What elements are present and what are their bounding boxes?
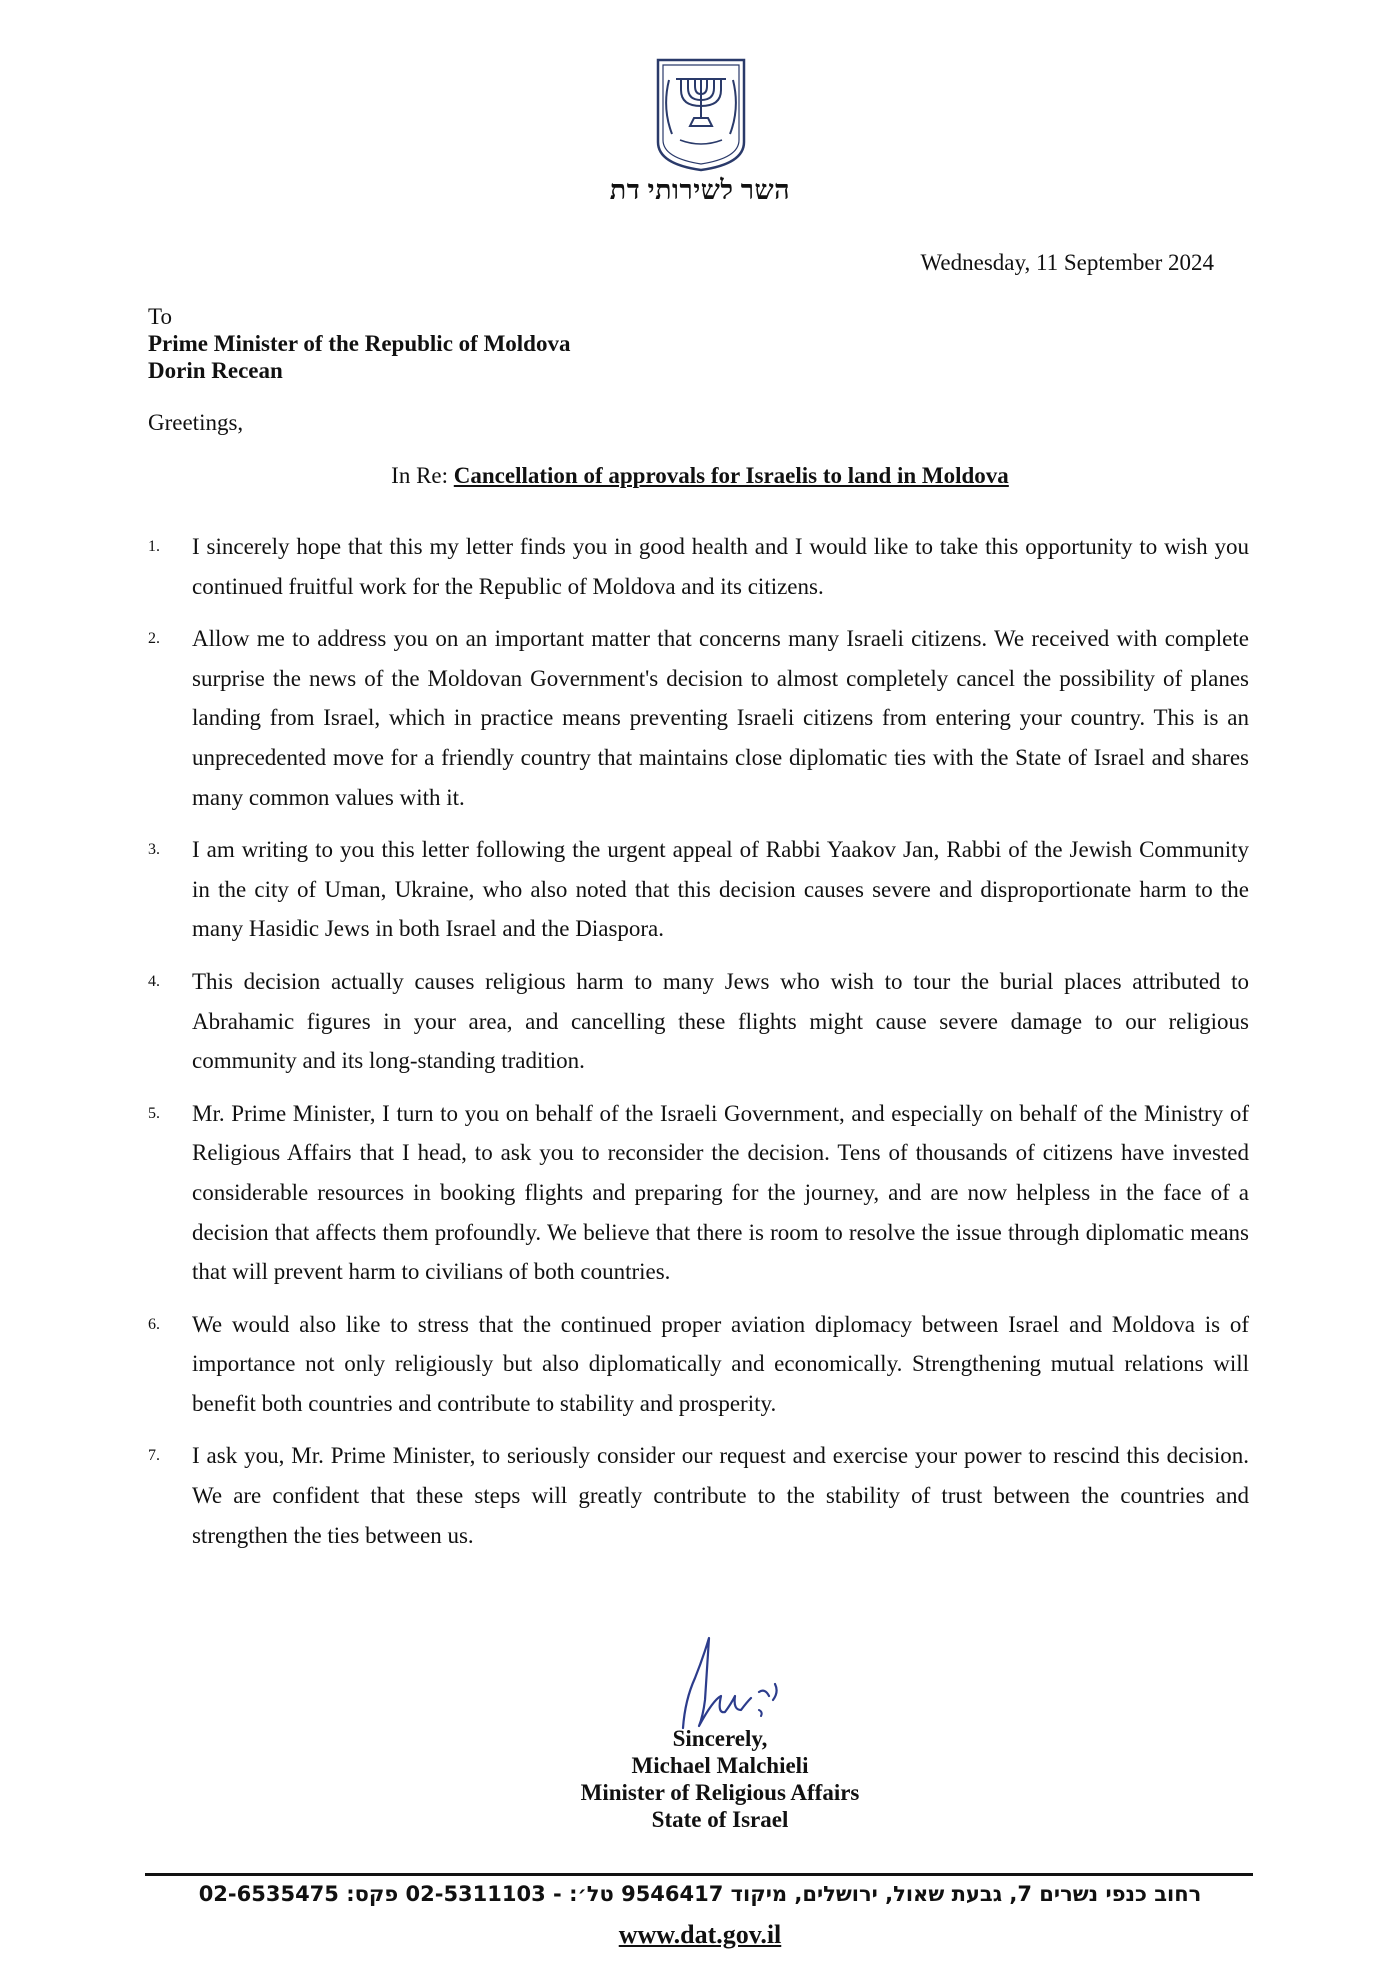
footer-website-link[interactable]: www.dat.gov.il bbox=[618, 1920, 782, 1949]
paragraph-text: Allow me to address you on an important matter that concerns many Israeli citizens. We received with complete surprise the news of the Moldovan Government's decision to almost completely cancel the possibility of planes landing from Israel, which in practice means preventing Israeli citizens from entering your country. This is an unprecedented move for a friendly country that maintains close diplomatic ties with the State of Israel and shares many common values with it. bbox=[192, 626, 1249, 810]
recipient-block bbox=[148, 303, 570, 384]
signer-name: Michael Malchieli bbox=[631, 1753, 809, 1778]
footer-address: רחוב כנפי נשרים 7, גבעת שאול, ירושלים, מיקוד 9546417 טל׳: - 02-5311103 פקס: 02-6535475 bbox=[198, 1882, 1202, 1906]
ministry-heading: השר לשירותי דת bbox=[609, 175, 791, 205]
paragraph bbox=[148, 962, 1249, 1081]
paragraph-number: 4. bbox=[148, 972, 160, 990]
paragraph-number: 7. bbox=[148, 1447, 160, 1465]
paragraph bbox=[148, 1305, 1249, 1424]
paragraph-text: This decision actually causes religious harm to many Jews who wish to tour the burial places attributed to Abrahamic figures in your area, and cancelling these flights might cause severe damage to our religious community and its long-standing tradition. bbox=[192, 968, 1249, 1074]
paragraph-number: 2. bbox=[148, 630, 160, 648]
paragraph-number: 6. bbox=[148, 1315, 160, 1333]
paragraph-number: 1. bbox=[148, 538, 160, 555]
paragraph bbox=[148, 1436, 1249, 1555]
footer-divider bbox=[145, 1873, 1253, 1876]
closing-block bbox=[0, 1725, 1400, 1833]
to-label: To bbox=[148, 304, 172, 329]
subject-line bbox=[0, 463, 1400, 489]
signer-org: State of Israel bbox=[651, 1807, 789, 1832]
letter-date: Wednesday, 11 September 2024 bbox=[920, 250, 1214, 275]
emblem-of-israel bbox=[652, 56, 750, 174]
paragraph-text: I sincerely hope that this my letter finds you in good health and I would like to take this opportunity to wish you continued fruitful work for the Republic of Moldova and its citizens. bbox=[192, 534, 1249, 599]
letter-body bbox=[148, 527, 1249, 1568]
paragraph-text: I ask you, Mr. Prime Minister, to seriously consider our request and exercise your power to rescind this decision. We are confident that these steps will greatly contribute to the stability of trust between the countries and strengthen the ties between us. bbox=[192, 1443, 1249, 1548]
paragraph bbox=[148, 830, 1249, 949]
paragraph-number: 3. bbox=[148, 841, 160, 859]
handwritten-signature bbox=[655, 1630, 805, 1740]
paragraph-number: 5. bbox=[148, 1104, 160, 1122]
subject-prefix: In Re: bbox=[391, 463, 449, 488]
paragraph-text: We would also like to stress that the continued proper aviation diplomacy between Israel and Moldova is of importance not only religiously but also diplomatically and economically. Strengthening mutual relations will benefit both countries and contribute to stability and prosperity. bbox=[192, 1311, 1249, 1416]
recipient-name: Dorin Recean bbox=[148, 358, 283, 383]
subject-text: Cancellation of approvals for Israelis to land in Moldova bbox=[453, 463, 1009, 488]
paragraph bbox=[148, 619, 1249, 817]
greeting: Greetings, bbox=[148, 410, 244, 435]
paragraph-text: I am writing to you this letter following the urgent appeal of Rabbi Yaakov Jan, Rabbi of the Jewish Community in the city of Uman, Ukraine, who also noted that this decision causes severe and disproportionate harm to the many Hasidic Jews in both Israel and the Diaspora. bbox=[192, 837, 1249, 942]
paragraph bbox=[148, 1094, 1249, 1292]
closing-sincerely: Sincerely, bbox=[672, 1726, 768, 1751]
paragraph-text: Mr. Prime Minister, I turn to you on behalf of the Israeli Government, and especially on behalf of the Ministry of Religious Affairs that I head, to ask you to reconsider the decision. Tens of thousands of citizens have invested considerable resources in booking flights and preparing for the journey, and are now helpless in the face of a decision that affects them profoundly. We believe that there is room to resolve the issue through diplomatic means that will prevent harm to civilians of both countries. bbox=[192, 1100, 1249, 1285]
recipient-title: Prime Minister of the Republic of Moldova bbox=[148, 331, 571, 356]
signer-title: Minister of Religious Affairs bbox=[580, 1780, 860, 1805]
paragraph bbox=[148, 527, 1249, 606]
